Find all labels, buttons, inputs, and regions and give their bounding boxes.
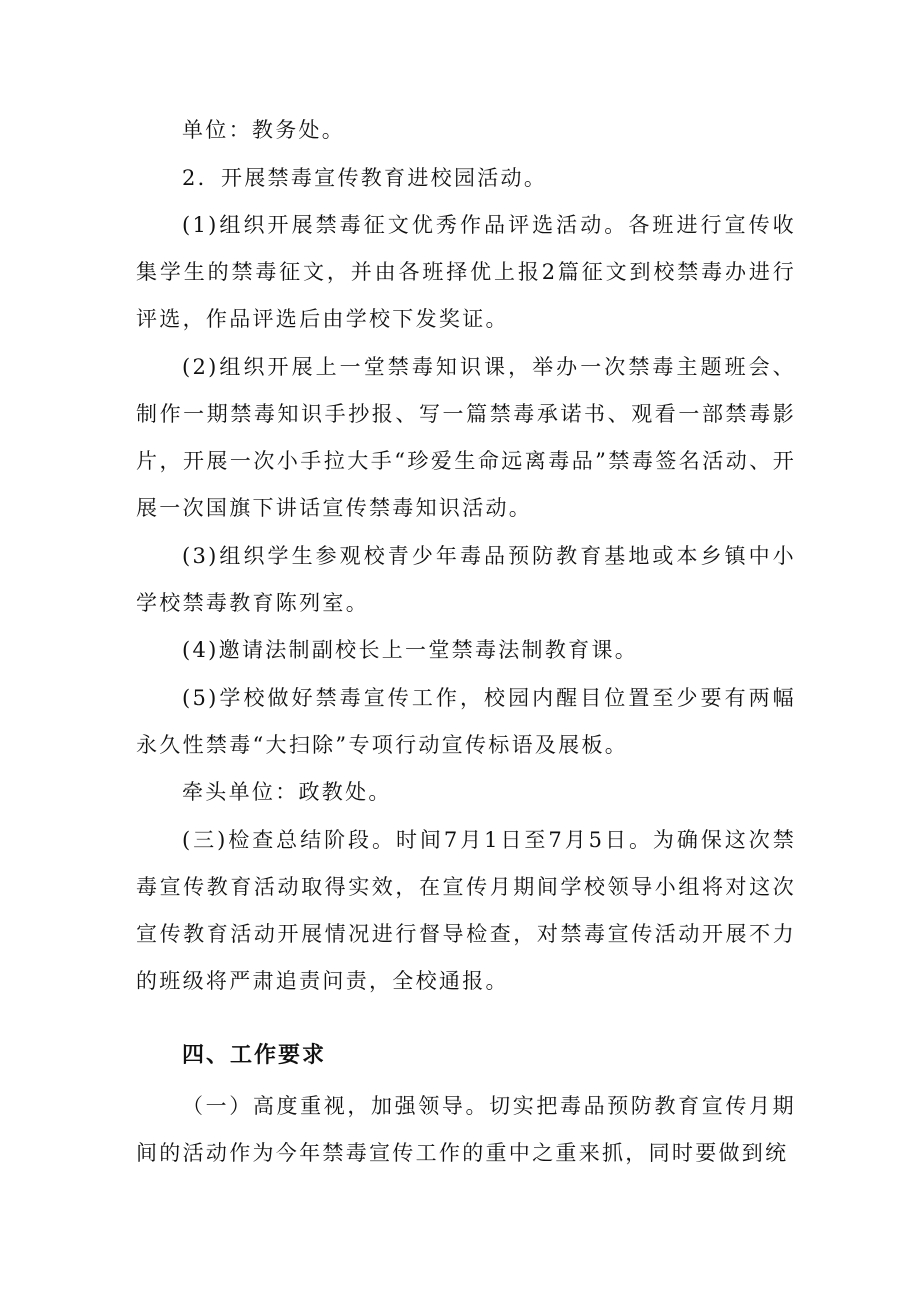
paragraph-review-stage: (三)检查总结阶段。时间7月1日至7月5日。为确保这次禁毒宣传教育活动取得实效，在宣传月期间学校领导小组将对这次宣传教育活动开展情况进行督导检查，对禁毒宣传活动开展不力的班级将严肃追责问责，全校通报。 (136, 828, 796, 993)
section-heading: 四、工作要求 (182, 1043, 327, 1068)
paragraph-final: （一）高度重视，加强领导。切实把毒品预防教育宣传月期间的活动作为今年禁毒宣传工作的重中之重来抓，同时要做到统 (136, 1094, 796, 1165)
paragraph-item-2: 2．开展禁毒宣传教育进校园活动。 (182, 166, 548, 190)
paragraph-sub-4: (4)邀请法制副校长上一堂禁毒法制教育课。 (182, 638, 639, 662)
paragraph-unit-academic: 单位：教务处。 (182, 118, 346, 142)
paragraph-sub-2: (2)组织开展上一堂禁毒知识课，举办一次禁毒主题班会、制作一期禁毒知识手抄报、写一篇禁毒承诺书、观看一部禁毒影片，开展一次小手拉大手“珍爱生命远离毒品”禁毒签名活动、开展一次国旗下讲话宣传禁毒知识活动。 (136, 355, 796, 520)
paragraph-lead-unit: 牵头单位：政教处。 (182, 780, 392, 804)
paragraph-sub-3: (3)组织学生参观校青少年毒品预防教育基地或本乡镇中小学校禁毒教育陈列室。 (136, 544, 796, 615)
paragraph-sub-5: (5)学校做好禁毒宣传工作，校园内醒目位置至少要有两幅永久性禁毒“大扫除”专项行动宣传标语及展板。 (136, 686, 796, 757)
paragraph-sub-1: (1)组织开展禁毒征文优秀作品评选活动。各班进行宣传收集学生的禁毒征文，并由各班择优上报2篇征文到校禁毒办进行评选，作品评选后由学校下发奖证。 (136, 213, 796, 331)
